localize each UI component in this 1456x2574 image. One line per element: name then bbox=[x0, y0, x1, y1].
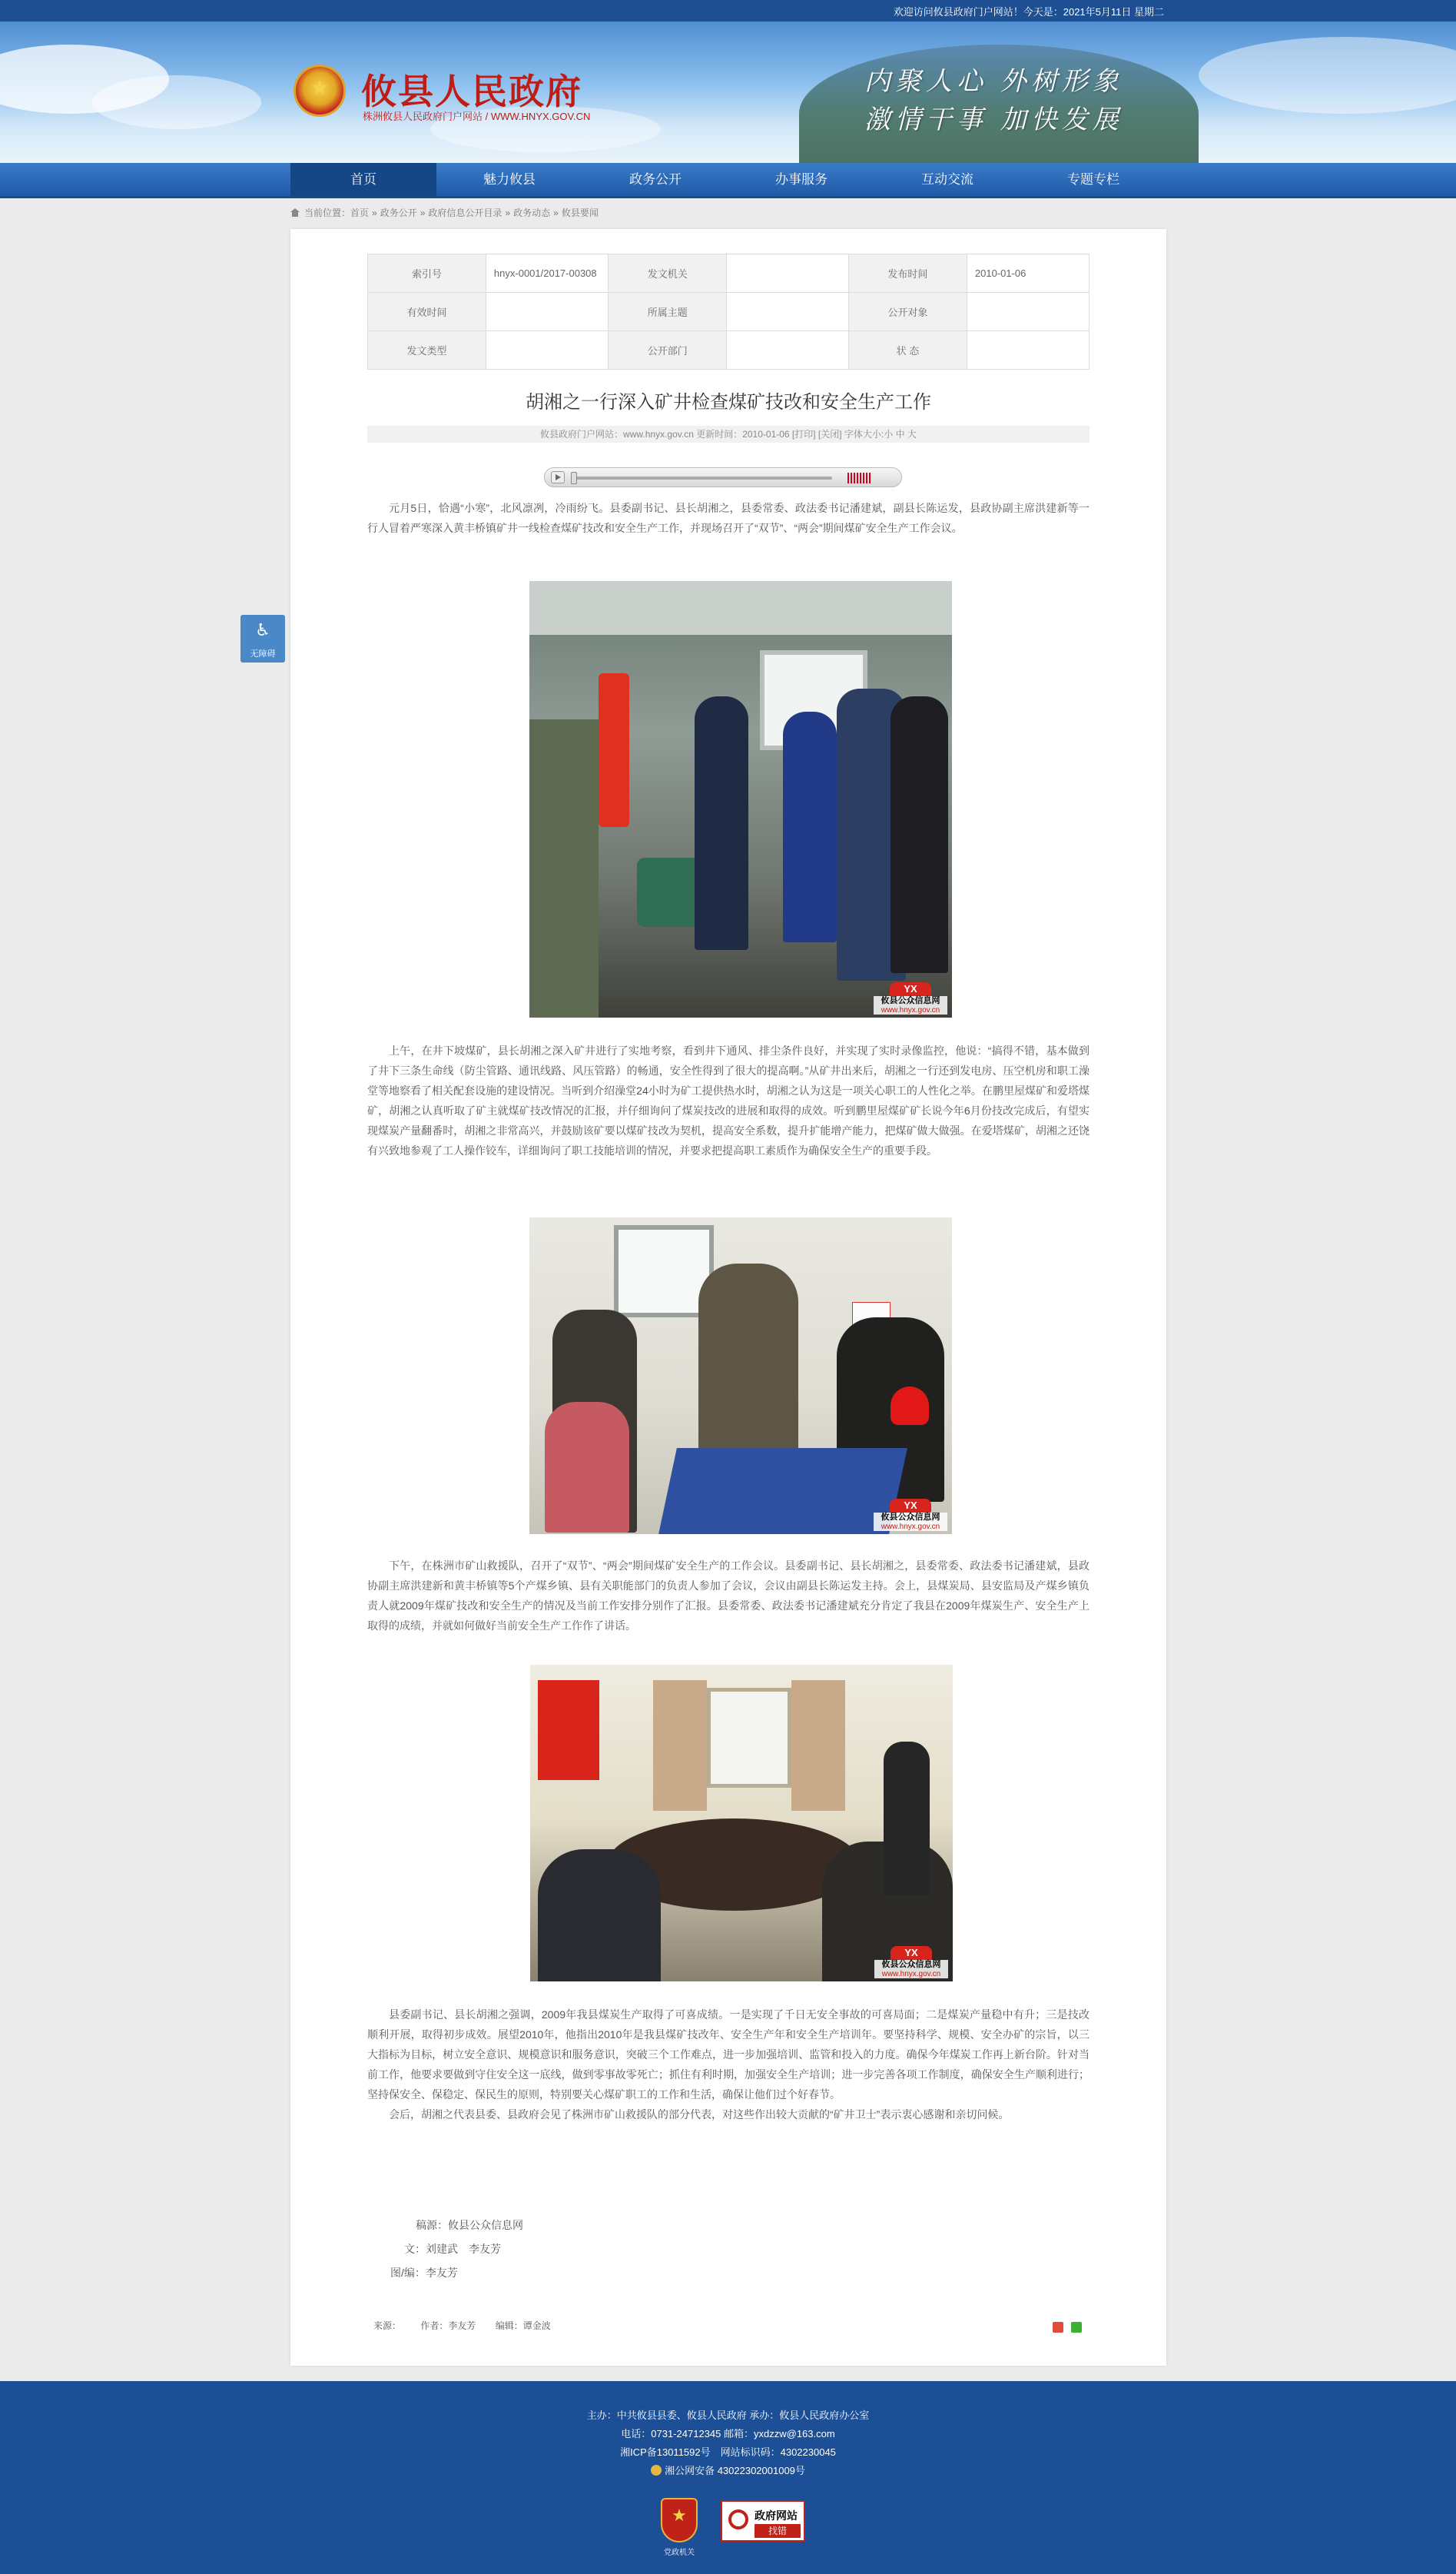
photo-person bbox=[783, 712, 837, 942]
breadcrumb-separator: » bbox=[372, 208, 377, 218]
magnifier-icon bbox=[728, 2509, 748, 2529]
main-nav bbox=[0, 163, 1456, 198]
photo-curtain bbox=[791, 1680, 845, 1811]
accessibility-button[interactable] bbox=[240, 615, 285, 663]
meta-value bbox=[486, 331, 608, 370]
breadcrumb-item[interactable]: 首页 bbox=[350, 208, 370, 218]
article-photo-1 bbox=[529, 581, 952, 1018]
gov-site-error-report-badge[interactable] bbox=[721, 2500, 805, 2542]
meta-label: 发文机关 bbox=[609, 254, 727, 293]
play-button[interactable] bbox=[551, 471, 565, 483]
credit-photo: 图/编：李友芳 bbox=[390, 2267, 458, 2279]
meta-label: 有效时间 bbox=[368, 293, 486, 331]
cloud-decoration bbox=[1199, 37, 1456, 114]
slogan-line-1: 内聚人心 外树形象 bbox=[864, 66, 1123, 97]
watermark-logo: YX bbox=[891, 1946, 932, 1960]
cloud-decoration bbox=[92, 75, 261, 129]
breadcrumb-separator: » bbox=[420, 208, 426, 218]
share-weibo-icon[interactable] bbox=[1053, 2322, 1063, 2333]
meta-label: 所属主题 bbox=[609, 293, 727, 331]
paragraph-text: 上午，在井下坡煤矿，县长胡湘之深入矿井进行了实地考察，看到井下通风、排尘条件良好，并实现了实时录像监控，他说：“搞得不错，基本做到了井下三条生命线（防尘管路、通讯线路、风压管路）的畅通，安全性得到了很大的提高啊。”从矿井出来后，胡湘之一行还到发电房、压空机房和职工澡堂等地察看了相关配套设施的建设情况。当听到介绍澡堂24小时为矿工提供热水时，胡湘之认为这是一项关心职工的人性化之举。在鹏里屋煤矿和爱塔煤矿，胡湘之认真听取了矿主就煤矿技改情况的汇报，并仔细询问了煤炭技改的进展和取得的成效。听到鹏里屋煤矿矿长说今年6月份技改完成后，有望实现煤炭产量翻番时，胡湘之非常高兴，并鼓励该矿要以煤矿技改为契机，提高安全系数，提升扩能增产能力，把煤矿做大做强。在爱塔煤矿，胡湘之还饶有兴致地参观了工人操作铰车，详细询问了职工技能培训的情况，并要求把提高职工素质作为确保安全生产的重要手段。 bbox=[367, 1045, 1090, 1157]
photo-control-panel bbox=[658, 1448, 907, 1534]
footer-contact: 电话：0731-24712345 邮箱：yxdzzw@163.com bbox=[621, 2428, 835, 2439]
article-paragraph bbox=[367, 2004, 1090, 2124]
police-badge-icon bbox=[651, 2465, 662, 2476]
meta-value: hnyx-0001/2017-00308 bbox=[486, 254, 608, 293]
watermark-name: 攸县公众信息网 bbox=[874, 1960, 948, 1970]
meta-label: 发布时间 bbox=[848, 254, 967, 293]
watermark-url: www.hnyx.gov.cn bbox=[874, 1970, 948, 1978]
watermark bbox=[874, 982, 947, 1015]
photo-cameraman bbox=[884, 1742, 930, 1895]
footer-police-text: 湘公网安备 43022302001009号 bbox=[665, 2465, 805, 2476]
photo-extinguisher bbox=[599, 673, 629, 827]
nav-item-topics[interactable]: 专题专栏 bbox=[1067, 172, 1119, 187]
article-photo-3 bbox=[530, 1665, 953, 1981]
footer-icp[interactable]: 湘ICP备13011592号 网站标识码：4302230045 bbox=[620, 2446, 836, 2458]
photo-window bbox=[707, 1688, 791, 1788]
photo-person bbox=[891, 696, 948, 973]
badge-title: 政府网站 bbox=[755, 2509, 798, 2522]
meta-value bbox=[727, 331, 849, 370]
article-credits bbox=[367, 2214, 523, 2285]
footmeta-source: 来源： bbox=[373, 2320, 402, 2331]
audio-player bbox=[544, 467, 902, 487]
footer-sponsor: 主办：中共攸县县委、攸县人民政府 承办：攸县人民政府办公室 bbox=[586, 2410, 870, 2421]
site-subtitle: 株洲攸县人民政府门户网站 / WWW.HNYX.GOV.CN bbox=[363, 111, 591, 122]
player-progress-handle[interactable] bbox=[571, 472, 577, 484]
article-footmeta bbox=[373, 2319, 551, 2332]
credit-source: 稿源：攸县公众信息网 bbox=[416, 2219, 523, 2231]
meta-table bbox=[367, 254, 1090, 370]
nav-item-home[interactable]: 首页 bbox=[290, 163, 436, 196]
photo-curtain bbox=[653, 1680, 707, 1811]
article-info: 攸县政府门户网站：www.hnyx.gov.cn 更新时间：2010-01-06 [打印] [关闭] 字体大小:小 中 大 bbox=[367, 426, 1090, 443]
breadcrumb-item[interactable]: 政府信息公开目录 bbox=[428, 208, 502, 218]
home-icon bbox=[290, 208, 300, 217]
watermark bbox=[874, 1946, 948, 1978]
paragraph-text: 元月5日，恰遇“小寒”，北风凛冽，冷雨纷飞。县委副书记、县长胡湘之，县委常委、政法委书记潘建斌，副县长陈运发，县政协副主席洪建新等一行人冒着严寒深入黄丰桥镇矿井一线检查煤矿技改和安全生产工作，并现场召开了“双节”、“两会”期间煤矿安全生产工作会议。 bbox=[367, 502, 1090, 534]
breadcrumb-item[interactable]: 攸县要闻 bbox=[561, 208, 599, 218]
meta-label: 公开部门 bbox=[609, 331, 727, 370]
wheelchair-icon: ♿ bbox=[255, 620, 270, 639]
paragraph-text: 会后，胡湘之代表县委、县政府会见了株洲市矿山救援队的部分代表，对这些作出较大贡献的“矿井卫士”表示衷心感谢和亲切问候。 bbox=[389, 2108, 1010, 2121]
content-panel bbox=[290, 229, 1166, 2366]
slogan-line-2: 激情干事 加快发展 bbox=[864, 105, 1123, 135]
photo-person bbox=[545, 1402, 629, 1533]
nav-item-services[interactable]: 办事服务 bbox=[775, 172, 827, 187]
meta-value: 2010-01-06 bbox=[967, 254, 1089, 293]
watermark-url: www.hnyx.gov.cn bbox=[874, 1006, 947, 1015]
watermark-logo: YX bbox=[890, 1499, 931, 1513]
breadcrumb-prefix: 当前位置： bbox=[304, 208, 351, 218]
meta-label: 索引号 bbox=[368, 254, 486, 293]
meta-label: 状 态 bbox=[848, 331, 967, 370]
watermark-name: 攸县公众信息网 bbox=[874, 996, 947, 1006]
credit-text: 文：刘建武 李友芳 bbox=[404, 2243, 501, 2255]
article-paragraph bbox=[367, 1041, 1090, 1161]
nav-item-interaction[interactable]: 互动交流 bbox=[921, 172, 973, 187]
meta-value bbox=[727, 293, 849, 331]
nav-item-charm[interactable]: 魅力攸县 bbox=[483, 172, 536, 187]
meta-value bbox=[967, 331, 1089, 370]
site-footer bbox=[0, 2381, 1456, 2574]
meta-value bbox=[727, 254, 849, 293]
header-banner bbox=[0, 22, 1456, 163]
national-emblem-icon bbox=[294, 65, 346, 117]
party-gov-badge-icon[interactable] bbox=[661, 2498, 698, 2542]
player-progress-track[interactable] bbox=[571, 477, 832, 480]
article-photo-2 bbox=[529, 1217, 952, 1534]
meta-value bbox=[967, 293, 1089, 331]
breadcrumb-item[interactable]: 政务动态 bbox=[513, 208, 551, 218]
photo-people-group bbox=[538, 1849, 661, 1981]
watermark-url: www.hnyx.gov.cn bbox=[874, 1523, 947, 1531]
photo-alarm-light bbox=[891, 1387, 929, 1425]
watermark-name: 攸县公众信息网 bbox=[874, 1513, 947, 1523]
breadcrumb-separator: » bbox=[505, 208, 511, 218]
footmeta-editor: 编辑：谭金波 bbox=[495, 2320, 551, 2331]
breadcrumb-separator: » bbox=[553, 208, 559, 218]
meta-label: 公开对象 bbox=[848, 293, 967, 331]
meta-value bbox=[486, 293, 608, 331]
photo-ceiling bbox=[529, 581, 952, 635]
breadcrumb bbox=[290, 206, 599, 219]
photo-flag bbox=[538, 1680, 599, 1780]
article-paragraph bbox=[367, 1556, 1090, 1636]
badge-subtitle: 找错 bbox=[755, 2524, 801, 2538]
paragraph-text: 下午，在株洲市矿山救援队，召开了“双节”、“两会”期间煤矿安全生产的工作会议。县委副书记、县长胡湘之，县委常委、政法委书记潘建斌，县政协副主席洪建新和黄丰桥镇等5个产煤乡镇、县有关职能部门的负责人参加了会议，会议由副县长陈运发主持。会上，县煤炭局、县安监局及产煤乡镇负责人就2009年煤矿技改和安全生产的情况及当前工作安排分别作了汇报。县委常委、政法委书记潘建斌充分肯定了我县在2009年煤炭生产、安全生产上取得的成绩，并就如何做好当前安全生产工作作了讲话。 bbox=[367, 1559, 1090, 1632]
nav-item-gov-affairs[interactable]: 政务公开 bbox=[629, 172, 682, 187]
site-title[interactable]: 攸县人民政府 bbox=[361, 71, 582, 112]
badge1-label: 党政机关 bbox=[664, 2549, 695, 2557]
watermark-logo: YX bbox=[890, 982, 931, 996]
volume-bars[interactable] bbox=[847, 473, 871, 483]
photo-person bbox=[695, 696, 748, 950]
top-bar bbox=[0, 0, 1456, 22]
paragraph-text: 县委副书记、县长胡湘之强调，2009年我县煤炭生产取得了可喜成绩。一是实现了千日无安全事故的可喜局面；二是煤炭产量稳中有升；三是技改顺利开展，取得初步成效。展望2010年，他指出2010年是我县煤矿技改年、安全生产年和安全生产培训年。要坚持科学、规模、安全办矿的宗旨，以三大指标为目标，树立安全意识、规模意识和服务意识，突破三个工作难点，进一步加强培训、监管和投入的力度。确保今年煤炭工作再上新台阶。针对当前工作，他要求要做到守住安全这一底线，做到零事故零死亡；抓住有利时期，加强安全生产培训；进一步完善各项工作制度，确保安全生产顺利进行；坚持保安全、保稳定、保民生的原则，特别要关心煤矿职工的工作和生活，确保让他们过个好春节。 bbox=[367, 2008, 1090, 2101]
footer-police-record[interactable] bbox=[0, 2463, 1456, 2477]
breadcrumb-item[interactable]: 政务公开 bbox=[380, 208, 417, 218]
meta-label: 发文类型 bbox=[368, 331, 486, 370]
welcome-text: 欢迎访问攸县政府门户网站！今天是：2021年5月11日 星期二 bbox=[893, 6, 1164, 18]
accessibility-label: 无障碍 bbox=[250, 649, 276, 659]
article-paragraph bbox=[367, 498, 1090, 538]
share-wechat-icon[interactable] bbox=[1071, 2322, 1082, 2333]
footmeta-author: 作者：李友芳 bbox=[420, 2320, 476, 2331]
article-title: 胡湘之一行深入矿井检查煤矿技改和安全生产工作 bbox=[526, 392, 931, 413]
photo-machine bbox=[529, 719, 599, 1018]
watermark bbox=[874, 1499, 947, 1531]
